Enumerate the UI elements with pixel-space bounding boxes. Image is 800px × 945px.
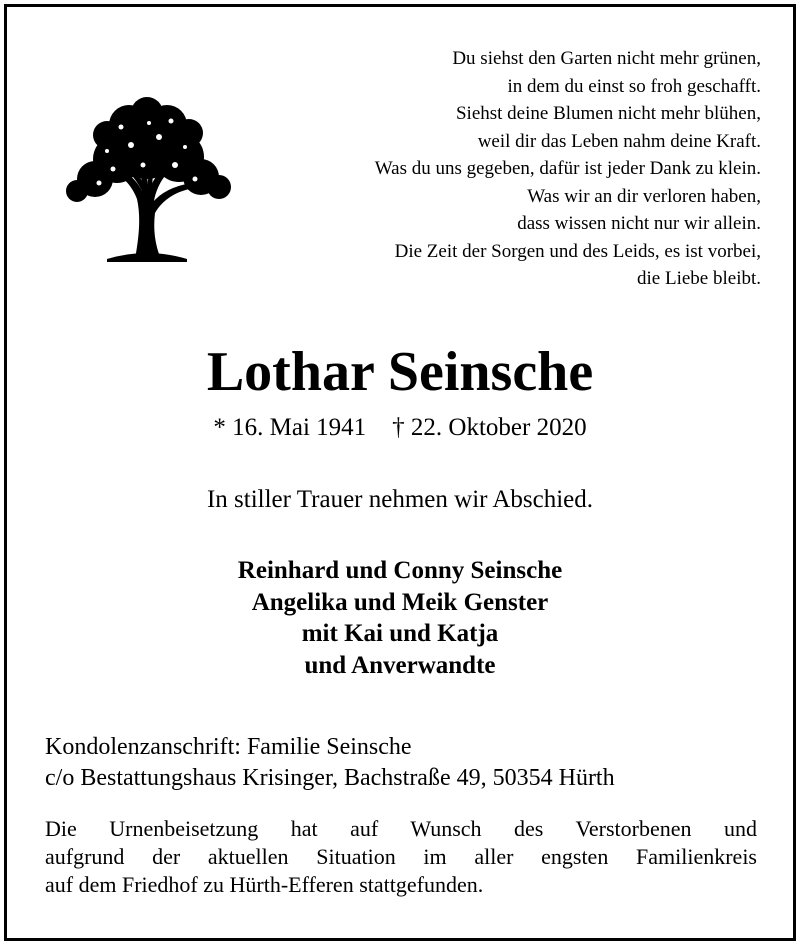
- tree-icon: [47, 87, 247, 267]
- farewell-text: In stiller Trauer nehmen wir Abschied.: [206, 486, 594, 513]
- poem-line: Was du uns gegeben, dafür ist jeder Dank zu klein.: [374, 158, 761, 179]
- poem-line: weil dir das Leben nahm deine Kraft.: [477, 130, 761, 152]
- poem-line: Siehst deine Blumen nicht mehr blühen,: [455, 103, 761, 124]
- notice-line: Die Urnenbeisetzung hat auf Wunsch des Verstorbenen und: [45, 816, 757, 841]
- birth-date: * 16. Mai 1941: [213, 414, 367, 441]
- mourner-line: mit Kai und Katja: [301, 620, 499, 647]
- poem-line: dass wissen nicht nur wir allein.: [517, 213, 761, 234]
- poem-line: Du siehst den Garten nicht mehr grünen,: [452, 48, 761, 69]
- poem-line: Die Zeit der Sorgen und des Leids, es ist vorbei,: [394, 240, 761, 262]
- life-dates: [7, 412, 793, 444]
- condolence-line: Kondolenzanschrift: Familie Seinsche: [45, 734, 412, 760]
- mourner-line: und Anverwandte: [304, 651, 496, 679]
- obituary-card: [4, 4, 796, 941]
- mourners-list: [7, 555, 793, 681]
- notice-line: auf dem Friedhof zu Hürth-Efferen stattgefunden.: [45, 872, 484, 897]
- poem-line: Was wir an dir verloren haben,: [527, 185, 761, 207]
- mourner-line: Angelika und Meik Genster: [251, 588, 549, 616]
- poem: [375, 45, 761, 293]
- notice-line: aufgrund der aktuellen Situation im aller engsten Familienkreis: [45, 844, 757, 869]
- condolence-line: c/o Bestattungshaus Krisinger, Bachstraße 49, 50354 Hürth: [45, 765, 615, 791]
- condolence-address: [45, 732, 615, 794]
- mourner-line: Reinhard und Conny Seinsche: [237, 557, 563, 584]
- poem-line: die Liebe bleibt.: [637, 268, 761, 289]
- death-date: † 22. Oktober 2020: [392, 414, 587, 441]
- burial-notice: [45, 815, 757, 899]
- poem-line: in dem du einst so froh geschafft.: [507, 75, 761, 97]
- deceased-name: Lothar Seinsche: [206, 341, 594, 403]
